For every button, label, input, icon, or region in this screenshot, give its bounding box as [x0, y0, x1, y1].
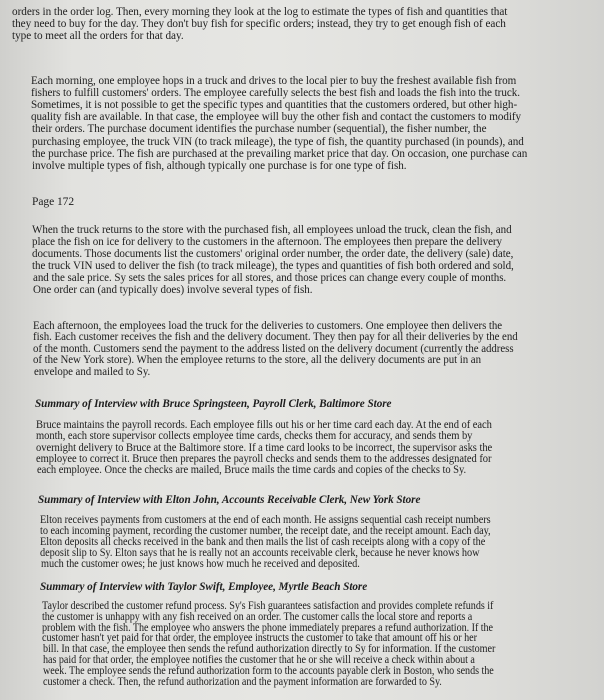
text-line: One order can (and typically does) involve several types of fish. — [32, 284, 313, 297]
text-line: Each morning, one employee hops in a truck and drives to the local pier to buy the freshest available fish from — [31, 75, 517, 87]
text-line: the customer is unhappy with any fish received on an order. The customer calls the local store and reports a — [42, 610, 473, 623]
text-line: quality fish are available. In that case, the employee will buy the other fish and contact the customers to modify — [31, 111, 522, 124]
text-line: type to meet all the orders for that day. — [12, 30, 184, 43]
text-line: each employee. Once the checks are mailed, Bruce mails the time cards and copies of the checks to Sy. — [36, 464, 466, 477]
text-line: and the sale price. Sy sets the sales prices for all stores, and those prices can change every couple of months. — [32, 272, 506, 285]
text-line: overnight delivery to Bruce at the Baltimore store. If a time card looks to be incorrect, the supervisor asks the — [36, 441, 493, 454]
text-line: Each afternoon, the employees load the truck for the deliveries to customers. One employee then delivers the — [33, 320, 503, 332]
payroll-interview-heading: Summary of Interview with Bruce Springsteen, Payroll Clerk, Baltimore Store — [35, 398, 392, 410]
text-line: they need to buy for the day. They don't buy fish for specific orders; instead, they try to get enough fish of each — [12, 18, 506, 31]
text-line: When the truck returns to the store with the purchased fish, all employees unload the truck, clean the fish, and — [32, 224, 512, 236]
receivable-interview-heading: Summary of Interview with Elton John, Accounts Receivable Clerk, New York Store — [38, 494, 421, 506]
text-line: place the fish on ice for delivery to the customers in the afternoon. The employees then prepare the delivery — [32, 236, 503, 249]
text-line: documents. Those documents list the customers' original order number, the order date, the delivery (sale) date, — [32, 248, 514, 261]
text-line: has paid for that order, the employee notifies the customer that he or she will receive a check within about a — [42, 654, 475, 666]
text-line: week. The employee sends the refund authorization form to the accounts payable clerk in Boston, who sends the — [42, 664, 494, 677]
text-line: involve multiple types of fish, although typically one purchase is for one type of fish. — [32, 159, 407, 172]
text-line: Taylor described the customer refund process. Sy's Fish guarantees satisfaction and provides complete refunds if — [42, 600, 494, 612]
text-line: orders in the order log. Then, every morning they look at the log to estimate the types of fish and quantities that — [12, 6, 508, 18]
text-line: much the customer owes; he just knows how much he received and deposited. — [40, 558, 360, 571]
text-line: Elton deposits all checks received in the bank and then mails the list of cash receipts along with a copy of the — [40, 536, 486, 549]
text-line: bill. In that case, the employee then sends the refund authorization directly to Sy for information. If the customer — [42, 643, 495, 656]
page-number: Page 172 — [32, 196, 75, 208]
text-line: Elton receives payments from customers at the end of each month. He assigns sequential cash receipt numbers — [40, 514, 491, 526]
text-line: the purchase price. The fish are purchased at the prevailing market price that day. On occasion, one purchase can — [31, 147, 528, 160]
text-line: Bruce maintains the payroll records. Each employee fills out his or her time card each day. At the end of each — [36, 419, 492, 431]
text-line: their orders. The purchase document identifies the purchase number (sequential), the fisher number, the — [31, 123, 487, 136]
text-line: the truck VIN used to deliver the fish (to track mileage), the types and quantities of fish both ordered and sold, — [32, 260, 515, 273]
text-line: month, each store supervisor collects employee time cards, checks them for accuracy, and sends them by — [36, 430, 473, 443]
text-line: customer hasn't yet paid for that order, the employee instructs the customer to take that amount off his or her — [42, 632, 478, 645]
text-line: Sometimes, it is not possible to get the specific types and quantities that the customers ordered, but other high- — [31, 99, 518, 112]
text-line: customer a check. Then, the refund authorization and the payment information are forwarded to Sy. — [43, 675, 442, 688]
text-line: of the month. Customers send the payment to the address listed on the delivery document (currently the address — [33, 342, 514, 355]
text-line: purchasing employee, the truck VIN (to track mileage), the type of fish, the quantity purchased (in pounds), and — [31, 135, 524, 148]
text-line: fishers to fulfill customers' orders. The employee carefully selects the best fish and loads the fish into the truck. — [31, 87, 521, 100]
text-line: of the New York store). When the employee returns to the store, all the delivery documents are put in an — [33, 354, 482, 367]
text-line: to each incoming payment, recording the customer number, the receipt date, and the receipt amount. Each day, — [40, 525, 491, 538]
text-line: problem with the fish. The employee who answers the phone immediately prepares a refund authorization. If the — [42, 621, 494, 634]
employee-interview-heading: Summary of Interview with Taylor Swift, Employee, Myrtle Beach Store — [40, 581, 368, 593]
text-line: envelope and mailed to Sy. — [33, 365, 150, 378]
text-line: fish. Each customer receives the fish and the delivery document. They then pay for all their deliveries by the end — [33, 331, 518, 344]
text-line: employee to correct it. Bruce then prepares the payroll checks and sends them to the addresses designated for — [36, 452, 492, 465]
text-line: deposit slip to Sy. Elton says that he is really not an accounts receivable clerk, because he never knows how — [40, 547, 480, 560]
